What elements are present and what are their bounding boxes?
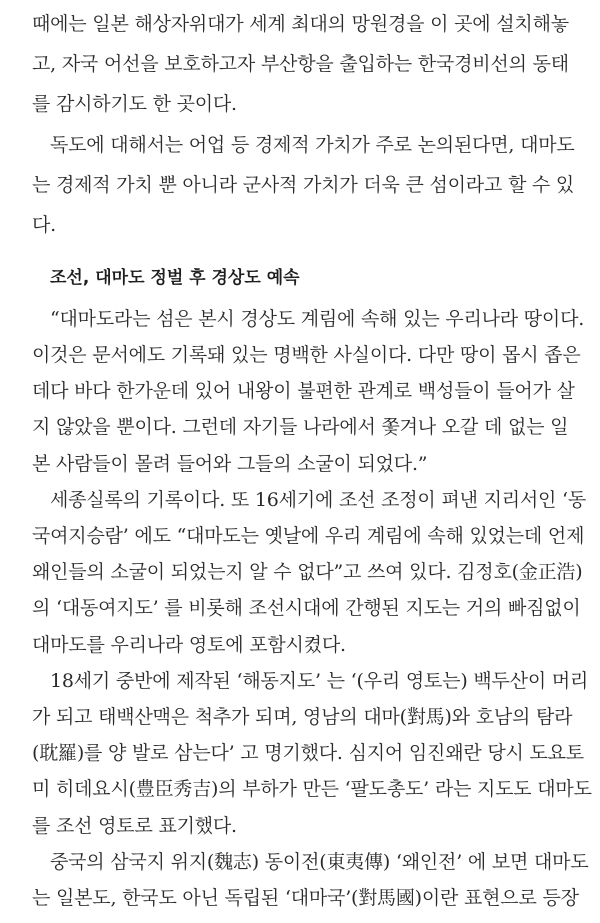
paragraph-4-line-1: 세종실록의 기록이다. 또 16세기에 조선 조정이 펴낸 지리서인 ‘동 — [50, 489, 587, 511]
paragraph-6-line-2: 는 일본도, 한국도 아닌 독립된 ‘대마국’(對馬國)이란 표현으로 등장 — [32, 887, 579, 909]
paragraph-3-line-2: 이것은 문서에도 기록돼 있는 명백한 사실이다. 다만 땅이 몹시 좁은 — [32, 344, 581, 366]
paragraph-5-line-3: (耽羅)를 양 발로 삼는다’ 고 명기했다. 심지어 임진왜란 당시 도요토 — [32, 742, 584, 764]
paragraph-3-line-5: 본 사람들이 몰려 들어와 그들의 소굴이 되었다.” — [32, 453, 428, 475]
paragraph-1-line-1: 때에는 일본 해상자위대가 세계 최대의 망원경을 이 곳에 설치해놓 — [32, 13, 569, 35]
paragraph-3-line-4: 지 않았을 뿐이다. 그런데 자기들 나라에서 쫓겨나 오갈 데 없는 일 — [32, 416, 569, 438]
paragraph-1-line-2: 고, 자국 어선을 보호하고자 부산항을 출입하는 한국경비선의 동태 — [32, 53, 569, 75]
paragraph-4-line-4: 의 ‘대동여지도’ 를 비롯해 조선시대에 간행된 지도는 거의 빠짐없이 — [32, 597, 581, 619]
paragraph-4-line-2: 국여지승람’ 에도 “대마도는 옛날에 우리 계림에 속해 있었는데 언제 — [32, 525, 585, 547]
paragraph-5-line-5: 를 조선 영토로 표기했다. — [32, 815, 237, 837]
paragraph-5-line-1: 18세기 중반에 제작된 ‘해동지도’ 는 ‘(우리 영토는) 백두산이 머리 — [50, 670, 589, 692]
section-heading: 조선, 대마도 정벌 후 경상도 예속 — [50, 268, 300, 288]
paragraph-2-line-2: 는 경제적 가치 뿐 아니라 군사적 가치가 더욱 큰 섬이라고 할 수 있 — [32, 174, 575, 196]
paragraph-6-line-1: 중국의 삼국지 위지(魏志) 동이전(東夷傳) ‘왜인전’ 에 보면 대마도 — [50, 851, 589, 873]
paragraph-4-line-3: 왜인들의 소굴이 되었는지 알 수 없다”고 쓰여 있다. 김정호(金正浩) — [32, 561, 583, 583]
paragraph-5-line-4: 미 히데요시(豊臣秀吉)의 부하가 만든 ‘팔도총도’ 라는 지도도 대마도 — [32, 778, 592, 800]
paragraph-2-line-1: 독도에 대해서는 어업 등 경제적 가치가 주로 논의된다면, 대마도 — [50, 134, 575, 156]
paragraph-3-line-1: “대마도라는 섬은 본시 경상도 계림에 속해 있는 우리나라 땅이다. — [50, 308, 585, 330]
paragraph-4-line-5: 대마도를 우리나라 영토에 포함시켰다. — [32, 634, 346, 656]
paragraph-2-line-3: 다. — [32, 214, 56, 236]
paragraph-1-line-3: 를 감시하기도 한 곳이다. — [32, 93, 237, 115]
paragraph-5-line-2: 가 되고 태백산맥은 척추가 되며, 영남의 대마(對馬)와 호남의 탐라 — [32, 706, 573, 728]
paragraph-3-line-3: 데다 바다 한가운데 있어 내왕이 불편한 관계로 백성들이 들어가 살 — [32, 380, 575, 402]
